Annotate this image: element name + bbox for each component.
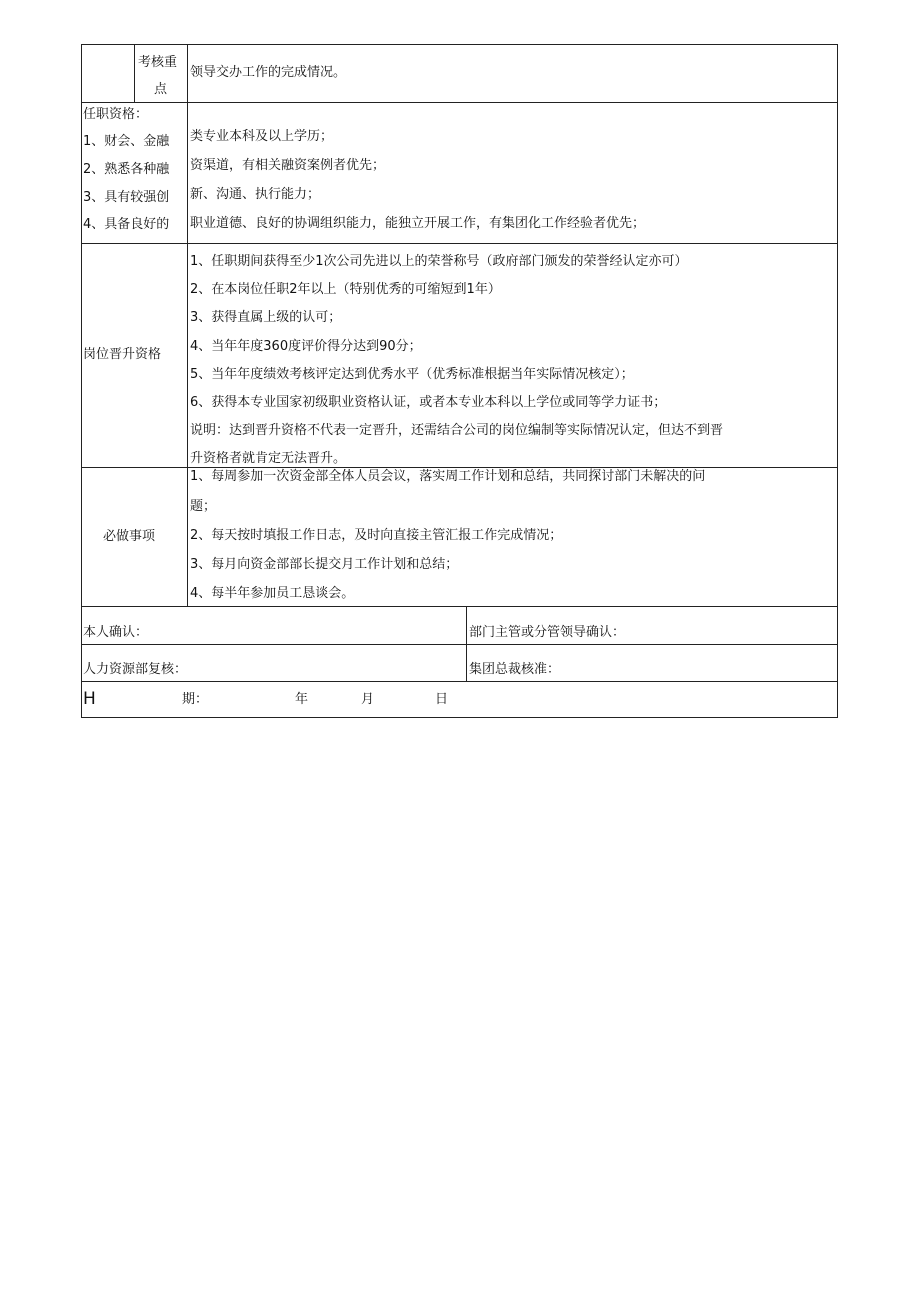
date-day-label: 日	[435, 692, 449, 707]
self-confirm-label: 本人确认：	[83, 625, 149, 640]
mandatory-item-2: 2、每天按时填报工作日志，及时向直接主管汇报工作完成情况；	[190, 528, 563, 543]
promotion-note-line2: 升资格者就肯定无法晋升。	[190, 451, 347, 466]
qualification-item-3-right: 新、沟通、执行能力；	[190, 187, 321, 202]
promotion-item-6: 6、获得本专业国家初级职业资格认证，或者本专业本科以上学位或同等学力证书；	[190, 395, 667, 410]
mandatory-item-1-line2: 题；	[190, 499, 217, 514]
date-year-label: 年	[295, 692, 309, 707]
focus-value: 领导交办工作的完成情况。	[190, 65, 347, 80]
date-h-glyph: H	[83, 689, 96, 709]
date-qi-label: 期：	[182, 692, 209, 707]
ceo-approve-label: 集团总裁核准：	[469, 662, 561, 677]
qualification-item-3-left: 3、具有较强创	[83, 190, 170, 205]
qualification-item-1-left: 1、财会、金融	[83, 134, 170, 149]
promotion-item-3: 3、获得直属上级的认可；	[190, 310, 342, 325]
col-divider-c	[466, 606, 467, 681]
promotion-item-4: 4、当年年度360度评价得分达到90分；	[190, 339, 422, 354]
promotion-item-1: 1、任职期间获得至少1次公司先进以上的荣誉称号（政府部门颁发的荣誉经认定亦可）	[190, 254, 688, 269]
dept-confirm-label: 部门主管或分管领导确认：	[469, 625, 626, 640]
mandatory-item-4: 4、每半年参加员工恳谈会。	[190, 586, 355, 601]
row-divider-5	[81, 644, 838, 645]
promotion-label: 岗位晋升资格	[83, 347, 162, 362]
mandatory-label: 必做事项	[103, 529, 156, 544]
hr-review-label: 人力资源部复核：	[83, 662, 188, 677]
col-divider-a	[134, 44, 135, 102]
mandatory-item-1-line1: 1、每周参加一次资金部全体人员会议，落实周工作计划和总结，共同探讨部门未解决的问	[190, 469, 706, 484]
row-divider-6	[81, 681, 838, 682]
row-divider-4	[81, 606, 838, 607]
qualification-item-4-left: 4、具备良好的	[83, 217, 170, 232]
row-divider-1	[81, 102, 838, 103]
promotion-item-5: 5、当年年度绩效考核评定达到优秀水平（优秀标准根据当年实际情况核定）；	[190, 367, 634, 382]
mandatory-item-3: 3、每月向资金部部长提交月工作计划和总结；	[190, 557, 459, 572]
focus-label-line2: 点	[154, 82, 168, 97]
col-divider-b	[187, 44, 188, 606]
promotion-note-line1: 说明：达到晋升资格不代表一定晋升，还需结合公司的岗位编制等实际情况认定，但达不到晋	[190, 423, 724, 438]
date-month-label: 月	[361, 692, 375, 707]
promotion-item-2: 2、在本岗位任职2年以上（特别优秀的可缩短到1年）	[190, 282, 501, 297]
qualification-item-1-right: 类专业本科及以上学历；	[190, 129, 334, 144]
qualification-item-2-left: 2、熟悉各种融	[83, 162, 170, 177]
qualification-header: 任职资格：	[83, 107, 149, 122]
qualification-item-2-right: 资渠道，有相关融资案例者优先；	[190, 158, 386, 173]
focus-label-line1: 考核重	[138, 55, 178, 70]
row-divider-2	[81, 243, 838, 244]
qualification-item-4-right: 职业道德、良好的协调组织能力，能独立开展工作，有集团化工作经验者优先；	[190, 216, 646, 231]
